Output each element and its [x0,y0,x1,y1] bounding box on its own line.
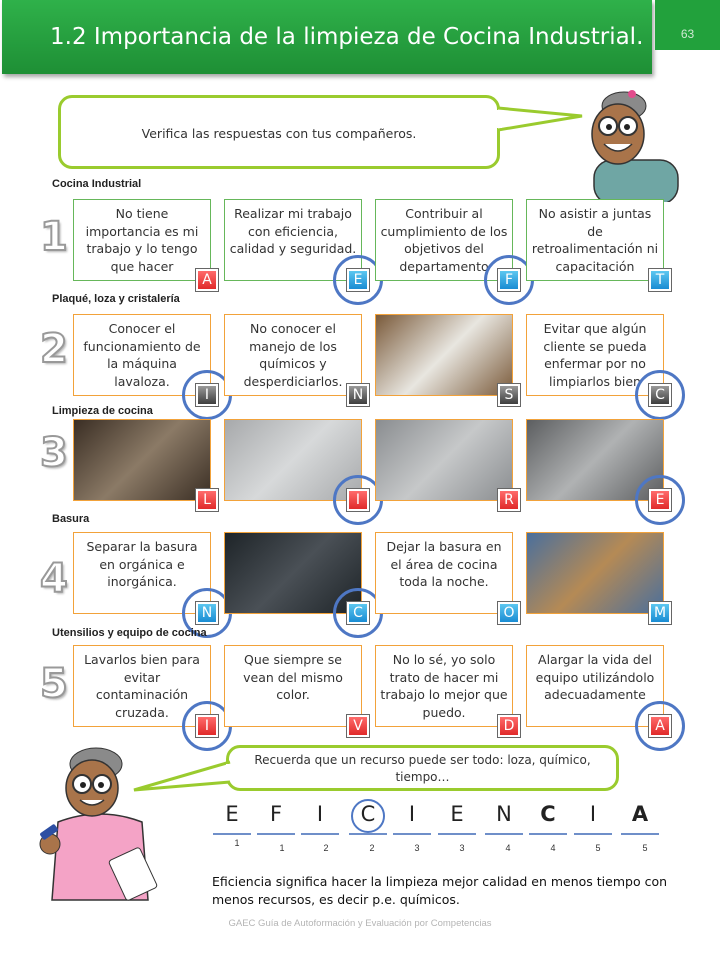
answer-blank-line [349,833,387,835]
section-number-4: 4 [40,556,68,602]
option-text: Dejar la basura en el área de cocina toda la noche. [386,539,502,589]
definition-text: Eficiencia significa hacer la limpieza mejor calidad en menos tiempo con menos recursos, es decir p.e. químicos. [212,874,668,908]
answer-section-number: 4 [550,843,556,853]
section-number-3: 3 [40,430,68,476]
answer-section-number: 1 [279,843,285,853]
section-number-2: 2 [40,326,68,372]
option-card[interactable] [224,645,362,727]
answer-letter: A [631,802,649,826]
answer-blank-line [301,833,339,835]
answer-letter: N [496,802,512,826]
option-photo [376,420,512,500]
section-label-2: Plaqué, loza y cristalería [52,293,180,305]
option-text: Realizar mi trabajo con eficiencia, calidad y seguridad. [229,206,357,256]
correct-answer-circle [635,370,685,420]
page-footer: GAEC Guía de Autoformación y Evaluación por Competencias [228,918,492,929]
section-number-1: 1 [40,214,68,260]
option-letter-badge: N [347,384,369,406]
page-number: 63 [655,0,720,50]
answer-letter: F [269,802,283,826]
option-text: Lavarlos bien para evitar contaminación cruzada. [84,652,200,720]
answer-section-number: 2 [369,843,375,853]
answer-section-number: 3 [414,843,420,853]
option-text: Evitar que algún cliente se pueda enfermar por no limpiarlos bien [543,321,647,389]
option-text: No asistir a juntas de retroalimentación ni capacitación [531,206,659,274]
option-letter-badge: I [196,384,218,406]
correct-answer-circle [635,475,685,525]
option-letter-badge: E [649,489,671,511]
answer-letter: I [589,802,597,826]
answer-section-number: 1 [234,838,240,848]
answer-blank-line [574,833,612,835]
option-letter-badge: O [498,602,520,624]
option-card[interactable] [375,645,513,727]
option-text: No tiene importancia es mi trabajo y lo tengo que hacer [85,206,199,274]
option-text: Separar la basura en orgánica e inorgánica. [86,539,198,589]
answer-section-number: 5 [595,843,601,853]
answer-blank-line [529,833,567,835]
section-label-3: Limpieza de cocina [52,405,153,417]
answer-letter: C [360,802,376,826]
section-number-5: 5 [40,661,68,707]
option-letter-badge: C [649,384,671,406]
answer-section-number: 2 [323,843,329,853]
option-text: Conocer el funcionamiento de la máquina lavaloza. [83,321,201,389]
option-letter-badge: T [649,269,671,291]
option-photo [376,315,512,395]
option-letter-badge: F [498,269,520,291]
answer-letter: I [408,802,416,826]
answer-blank-line [438,833,476,835]
option-card[interactable] [73,419,211,501]
option-letter-badge: R [498,489,520,511]
option-letter-badge: A [649,715,671,737]
option-card[interactable] [73,199,211,281]
option-text: Que siempre se vean del mismo color. [243,652,343,702]
section-label-5: Utensilios y equipo de cocina [52,627,207,639]
answer-section-number: 3 [459,843,465,853]
answer-blank-line [621,833,659,835]
option-text: No conocer el manejo de los químicos y desperdiciarlos. [243,321,343,389]
answer-letter: I [316,802,324,826]
teacher-illustration [572,82,692,202]
option-letter-badge: L [196,489,218,511]
option-letter-badge: N [196,602,218,624]
option-card[interactable] [224,314,362,396]
option-letter-badge: I [347,489,369,511]
student-illustration [30,742,170,902]
section-label-4: Basura [52,513,90,525]
option-card[interactable] [526,199,664,281]
option-letter-badge: V [347,715,369,737]
option-text: No lo sé, yo solo trato de hacer mi trabajo lo mejor que puedo. [380,652,508,720]
option-letter-badge: I [196,715,218,737]
option-letter-badge: C [347,602,369,624]
option-letter-badge: A [196,269,218,291]
correct-answer-circle [635,701,685,751]
page-title: 1.2 Importancia de la limpieza de Cocina Industrial. [50,24,644,50]
answer-blank-line [257,833,295,835]
option-photo [527,533,663,613]
option-photo [74,420,210,500]
answer-letter: E [450,802,464,826]
answer-blank-line [393,833,431,835]
answer-letter: C [540,802,556,826]
answer-circle-highlight [351,799,385,833]
section-label-1: Cocina Industrial [52,178,142,190]
page-header [2,0,652,74]
instruction-bubble: Verifica las respuestas con tus compañeros. [58,95,500,169]
option-letter-badge: D [498,715,520,737]
option-card[interactable] [375,419,513,501]
option-text: Alargar la vida del equipo utilizándolo adecuadamente [535,652,655,702]
option-card[interactable] [375,314,513,396]
option-card[interactable] [526,532,664,614]
option-card[interactable] [375,532,513,614]
answer-letter: E [225,802,239,826]
answer-blank-line [485,833,523,835]
answer-blank-line [213,833,251,835]
reminder-bubble: Recuerda que un recurso puede ser todo: loza, químico, tiempo… [226,745,619,791]
option-letter-badge: E [347,269,369,291]
answer-section-number: 4 [505,843,511,853]
answer-section-number: 5 [642,843,648,853]
option-letter-badge: M [649,602,671,624]
option-text: Contribuir al cumplimiento de los objetivos del departamento [380,206,508,274]
option-letter-badge: S [498,384,520,406]
